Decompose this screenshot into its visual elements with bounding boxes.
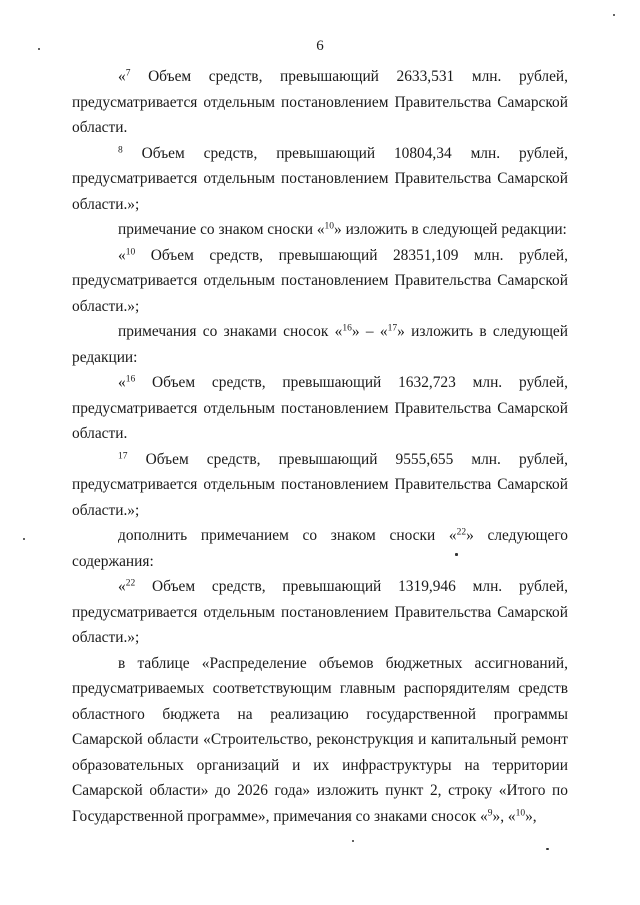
footnote-22 bbox=[72, 574, 568, 651]
instruction-footnotes-16-17 bbox=[72, 319, 568, 370]
scan-speck bbox=[352, 840, 354, 842]
paragraph-text: Объем средств, превышающий 2633,531 млн. рублей, предусматривается отдельным постановлением Правительства Самарской области. bbox=[72, 68, 568, 136]
paragraph-prefix: « bbox=[118, 578, 126, 595]
scan-speck bbox=[38, 48, 40, 50]
paragraph-prefix: примечание со знаком сноски « bbox=[118, 221, 325, 238]
footnote-16 bbox=[72, 370, 568, 447]
paragraph-text: » изложить в следующей редакции: bbox=[334, 221, 567, 238]
footnote-7 bbox=[72, 64, 568, 141]
footnote-marker: 9 bbox=[487, 807, 493, 818]
page-number: 6 bbox=[316, 38, 324, 54]
footnote-marker: 17 bbox=[118, 450, 128, 461]
document-body bbox=[72, 64, 568, 829]
footnote-marker: 22 bbox=[456, 527, 467, 538]
paragraph-prefix: « bbox=[118, 68, 126, 85]
paragraph-prefix: в таблице «Распределение объемов бюджетных ассигнований, предусматриваемых соответствующим главным распорядителям средств областного бюджета на реализацию государственной программы Самарской области «Строительство, реконструкция и капитальный ремонт образовательных организаций и их инфраструктуры на территории Самарской области» до 2026 года» изложить пункт 2, строку «Итого по Государственной программе», примечания со знаками сносок « bbox=[72, 654, 568, 825]
paragraph-prefix: примечания со знаками сносок « bbox=[118, 323, 343, 340]
footnote-10 bbox=[72, 243, 568, 320]
paragraph-prefix: « bbox=[118, 374, 126, 391]
paragraph-text: Объем средств, превышающий 28351,109 млн. рублей, предусматривается отдельным постановлением Правительства Самарской области.»; bbox=[72, 246, 568, 315]
paragraph-text: Объем средств, превышающий 1632,723 млн. рублей, предусматривается отдельным постановлением Правительства Самарской области. bbox=[72, 374, 568, 442]
footnote-8 bbox=[72, 141, 568, 218]
paragraph-prefix: « bbox=[118, 246, 126, 264]
paragraph-suffix: », bbox=[525, 807, 537, 825]
paragraph-text: » следующего содержания: bbox=[72, 527, 568, 570]
scan-speck bbox=[23, 538, 25, 540]
scan-speck bbox=[546, 848, 549, 850]
instruction-table bbox=[72, 651, 568, 830]
footnote-marker: 10 bbox=[324, 221, 335, 232]
paragraph-suffix: » изложить в следующей редакции: bbox=[72, 323, 568, 366]
paragraph-text: Объем средств, превышающий 10804,34 млн. рублей, предусматривается отдельным постановлением Правительства Самарской области.»; bbox=[72, 144, 568, 213]
paragraph-prefix: дополнить примечанием со знаком сноски « bbox=[118, 527, 457, 544]
paragraph-text: Объем средств, превышающий 1319,946 млн. рублей, предусматривается отдельным постановлением Правительства Самарской области.»; bbox=[72, 578, 568, 646]
footnote-marker: 7 bbox=[125, 68, 131, 79]
footnote-marker: 10 bbox=[125, 246, 136, 257]
scan-speck bbox=[613, 14, 615, 16]
instruction-footnote-22 bbox=[72, 523, 568, 574]
instruction-footnote-10 bbox=[72, 217, 568, 243]
paragraph-text: » – « bbox=[351, 323, 388, 340]
footnote-marker: 10 bbox=[515, 807, 526, 818]
paragraph-text: », « bbox=[492, 807, 516, 825]
footnote-marker: 16 bbox=[342, 323, 352, 334]
footnote-marker: 17 bbox=[387, 323, 398, 334]
paragraph-text: Объем средств, превышающий 9555,655 млн. рублей, предусматривается отдельным постановлением Правительства Самарской области.»; bbox=[72, 450, 568, 519]
scan-speck bbox=[455, 553, 458, 556]
footnote-marker: 8 bbox=[118, 144, 123, 155]
footnote-17 bbox=[72, 447, 568, 524]
footnote-marker: 16 bbox=[125, 374, 136, 385]
footnote-marker: 22 bbox=[125, 578, 136, 589]
